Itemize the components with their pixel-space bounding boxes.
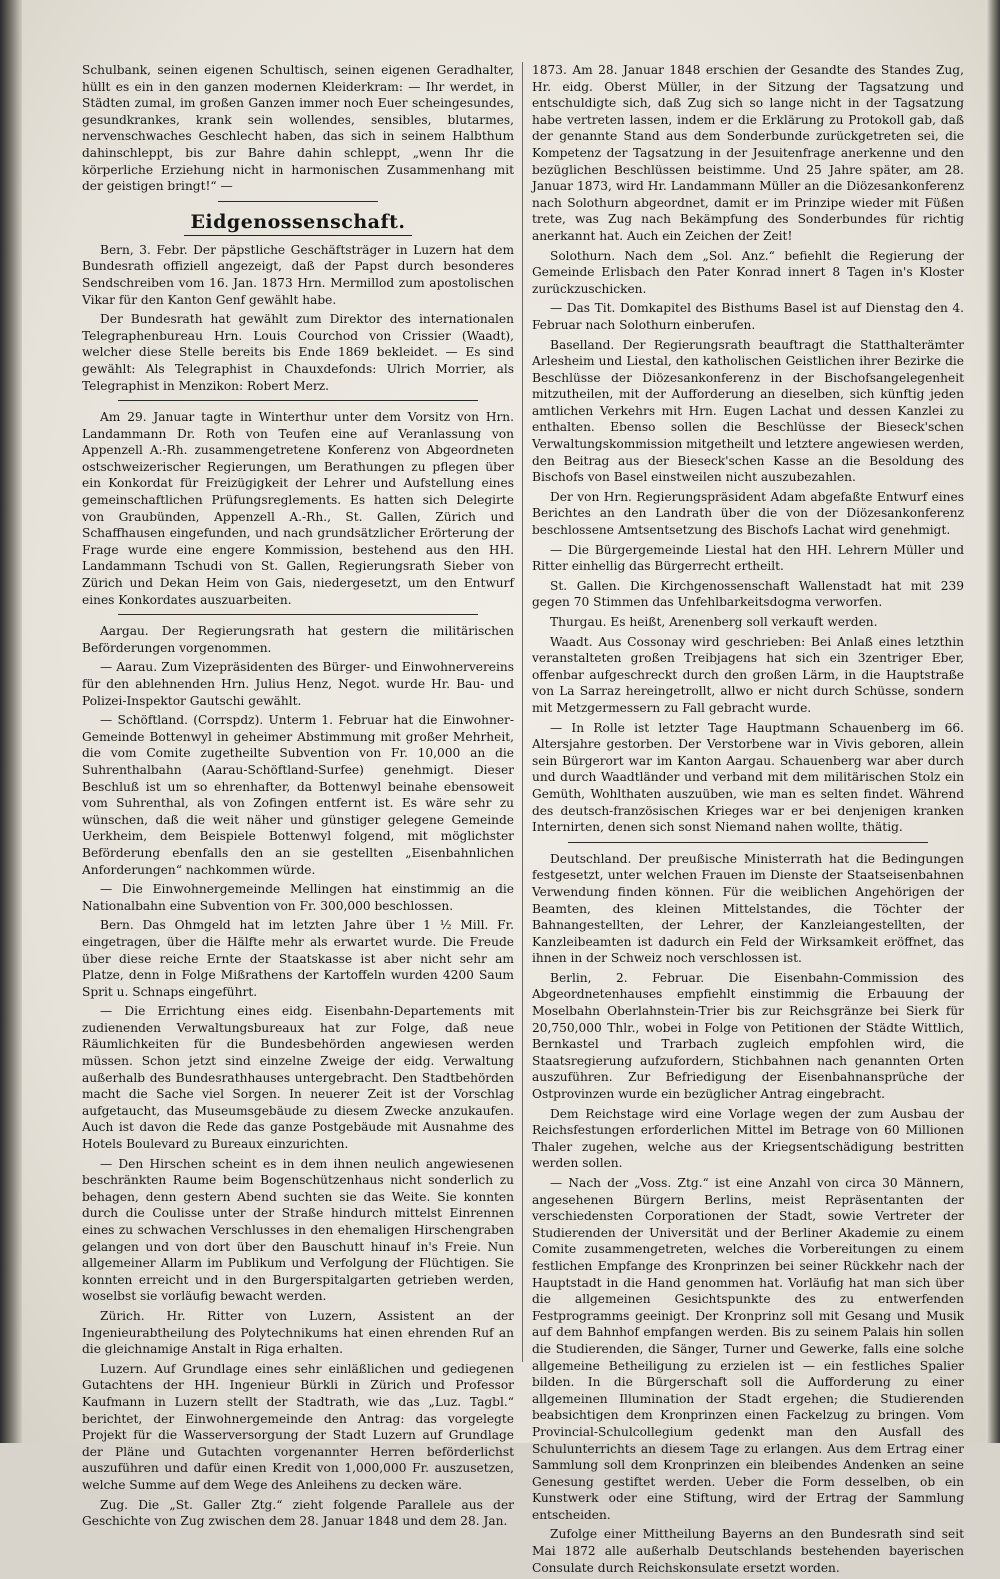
separator-rule (118, 614, 478, 615)
article-paragraph: Berlin, 2. Februar. Die Eisenbahn-Commission des Abgeordnetenhauses empfiehlt einstimmig die Erbauung der Moselbahn Oberlahnstein-Trier bis zur Reichsgränze bei Sierk für 20,750,000 Thlr., wobei in Folge von Petitionen der Städte Wittlich, Bernkastel und Trarbach zugleich empfohlen wird, die Staatsregierung aufzufordern, Stichbahnen nach genannten Orten auszuführen. Zur Befriedigung der Eisenbahnansprüche der Ostprovinzen wurde ein bezüglicher Antrag eingebracht. (532, 970, 964, 1102)
article-paragraph: Bern. Das Ohmgeld hat im letzten Jahre über 1 ½ Mill. Fr. eingetragen, über die Hälfte mehr als erwartet wurde. Die Freude über diese reiche Ernte der Staatskasse ist aber nicht sehr am Platze, denn in Folge Mißrathens der Kartoffeln wurden 4200 Saum Sprit u. Schnaps eingeführt. (82, 918, 514, 999)
article-paragraph: Deutschland. Der preußische Ministerrath hat die Bedingungen festgesetzt, unter welchen Frauen im Dienste der Staatseisenbahnen Verwendung finden können. Für die weiblichen Angehörigen der Beamten, des kleinen Mittelstandes, die Töchter der Bahnangestellten, der Lehrer, der Kanzleiangestellten, der Kanzleibeamten ist dadurch ein Feld der Wirksamkeit eröffnet, das ihnen in der Schweiz noch verschlossen ist. (532, 851, 964, 966)
article-paragraph: — Das Tit. Domkapitel des Bisthums Basel ist auf Dienstag den 4. Februar nach Solothurn einberufen. (532, 301, 964, 332)
article-paragraph: Bern, 3. Febr. Der päpstliche Geschäftsträger in Luzern hat dem Bundesrath offiziell angezeigt, daß der Papst durch besonderes Sendschreiben vom 16. Jan. 1873 Hrn. Mermillod zum apostolischen Vikar für den Kanton Genf gewählt habe. (82, 242, 514, 307)
article-paragraph: — Die Errichtung eines eidg. Eisenbahn-Departements mit zudienenden Verwaltungsbureaux hat zur Folge, daß neue Räumlichkeiten für die Bundesbehörden angewiesen werden müssen. Schon jetzt sind einzelne Zweige der eidg. Verwaltung außerhalb des Bundesrathhauses untergebracht. Den Stadtbehörden macht die Sache viel Sorgen. In neuerer Zeit ist der Vorschlag aufgetaucht, das Museumsgebäude zu diesem Zwecke anzukaufen. Auch ist davon die Rede das ganze Postgebäude mit Ausnahme des Hotels Boulevard zu Bureaux einzurichten. (82, 1004, 514, 1152)
right-column (532, 62, 964, 1579)
article-paragraph: — Die Bürgergemeinde Liestal hat den HH. Lehrern Müller und Ritter einhellig das Bürgerrecht ertheilt. (532, 542, 964, 574)
article-paragraph: Aargau. Der Regierungsrath hat gestern die militärischen Beförderungen vorgenommen. (82, 624, 514, 655)
article-paragraph: Solothurn. Nach dem „Sol. Anz.“ befiehlt die Regierung der Gemeinde Erlisbach den Pater Konrad innert 8 Tagen in's Kloster zurückzuschicken. (532, 248, 964, 296)
intro-paragraph: Schulbank, seinen eigenen Schultisch, seinen eigenen Geradhalter, hüllt es ein in den ganzen modernen Kleiderkram: — Ihr werdet, in Städten zumal, im großen Ganzen immer noch Euer scheingesundes, gesundkrankes, krank sein wollendes, sensibles, blutarmes, nervenschwaches Geschlecht haben, das sich in seinem Halbthum dahinschleppt, bis zur Bahre dahin schleppt, „wenn Ihr die körperliche Erziehung nicht in harmonischen Zusammenhang mit der geistigen bringt!“ — (82, 63, 514, 194)
article-paragraph: Am 29. Januar tagte in Winterthur unter dem Vorsitz von Hrn. Landammann Dr. Roth von Teufen eine auf Veranlassung von Appenzell A.-Rh. zusammengetretene Konferenz von Abgeordneten ostschweizerischer Regierungen, um Berathungen zu pflegen über ein Konkordat für Freizügigkeit der Lehrer und Aufstellung eines gemeinschaftlichen Prüfungsreglements. Es hatten sich Delegirte von Graubünden, Appenzell A.-Rh., St. Gallen, Zürich und Schaffhausen eingefunden, und nach grundsätzlicher Erörterung der Frage wurde eine engere Kommission, bestehend aus den HH. Landammann Tschudi von St. Gallen, Regierungsrath Sieber von Zürich und Dekan Heim von Gais, niedergesetzt, um den Entwurf eines Konkordates auszuarbeiten. (82, 410, 514, 607)
scan-edge-left (0, 0, 22, 1443)
scan-edge-right (986, 0, 1000, 1443)
separator-rule (118, 400, 478, 401)
column-divider (522, 62, 523, 1362)
article-paragraph: Waadt. Aus Cossonay wird geschrieben: Bei Anlaß eines letzthin veranstalteten großen Treibjagens hat sich ein 3zentriger Eber, offenbar aufgeschreckt durch den großen Lärm, in die Hauptstraße von La Sarraz hereingetrollt, allwo er nicht durch Schüsse, sondern mit Metzgermessern zu Fall gebracht wurde. (532, 634, 964, 715)
article-paragraph: Zug. Die „St. Galler Ztg.“ zieht folgende Parallele aus der Geschichte von Zug zwischen dem 28. Januar 1848 und dem 28. Jan. (82, 1497, 514, 1529)
article-paragraph: — Aarau. Zum Vizepräsidenten des Bürger- und Einwohnervereins für den ablehnenden Hrn. Julius Henz, Negot. wurde Hr. Bau- und Polizei-Inspektor Gautschi gewählt. (82, 660, 514, 708)
article-paragraph: Thurgau. Es heißt, Arenenberg soll verkauft werden. (550, 615, 878, 629)
article-paragraph: — Den Hirschen scheint es in dem ihnen neulich angewiesenen beschränkten Raume beim Bogenschützenhaus nicht sonderlich zu behagen, denn gestern Abend suchten sie das Weite. Sie konnten durch die Coulisse unter der Straße hindurch mittelst Einrennen eines zu schwachen Verschlusses in den ehemaligen Hirschengraben gelangen und von dort über den Bauschutt hinauf in's Freie. Nun allgemeiner Allarm im Publikum und Verfolgung der Flüchtigen. Sie konnten erreicht und in den Burgerspitalgarten getrieben werden, woselbst sie vorläufig bewacht werden. (82, 1156, 514, 1304)
section-heading-text: Eidgenossenschaft. (184, 211, 411, 236)
article-paragraph: Zufolge einer Mittheilung Bayerns an den Bundesrath sind seit Mai 1872 alle außerhalb Deutschlands bestehenden bayerischen Consulate durch Reichskonsulate ersetzt worden. (532, 1527, 964, 1575)
separator-rule (568, 842, 928, 843)
section-heading (82, 210, 514, 234)
article-paragraph: — Nach der „Voss. Ztg.“ ist eine Anzahl von circa 30 Männern, angesehenen Bürgern Berlins, meist Repräsentanten der verschiedensten Corporationen der Stadt, sowie Vertreter der Studierenden der Universität und der Berliner Akademie zu einem Comite zusammengetreten, welches die Vorbereitungen zu einem festlichen Empfange des Kronprinzen bei seiner Rückkehr nach der Hauptstadt in die Hand genommen hat. Vorläufig hat man sich über die allgemeinen Gesichtspunkte des zu entwerfenden Festprogramms geeinigt. Der Kronprinz soll mit Gesang und Musik auf dem Bahnhof empfangen werden. Bis zu seinem Palais hin sollen die Studierenden, die Sänger, Turner und Gewerke, falls eine solche allgemeine Betheiligung zu erzielen ist — ein festliches Spalier bilden. In die Bürgerschaft soll die Aufforderung zu einer allgemeinen Illumination der Stadt ergehen; die Studierenden beabsichtigen dem Kronprinzen einen Fackelzug zu bringen. Vom Provincial-Schulcollegium gedenkt man den Ausfall des Schulunterrichts an diesem Tage zu erlangen. Aus dem Ertrag einer Sammlung soll dem Kronprinzen ein bleibendes Andenken an seine Genesung gestiftet werden. Ueber die Form desselben, ob ein Kunstwerk oder eine Stiftung, wird der Ertrag der Sammlung entscheiden. (532, 1176, 964, 1522)
article-paragraph: St. Gallen. Die Kirchgenossenschaft Wallenstadt hat mit 239 gegen 70 Stimmen das Unfehlbarkeitsdogma verworfen. (532, 578, 964, 610)
article-paragraph: — In Rolle ist letzter Tage Hauptmann Schauenberg im 66. Altersjahre gestorben. Der Verstorbene war in Vivis geboren, allein sein Bürgerort war im Kanton Aargau. Schauenberg war aber durch und durch Waadtländer und verband mit dem militärischen Stolz ein Gemüth, Wohlthaten auszuüben, wie man es selten findet. Während des deutsch-französischen Krieges war er bei denjenigen kranken Internirten, denen sich sonst Niemand nahen wollte, thätig. (532, 720, 964, 835)
article-paragraph: Der Bundesrath hat gewählt zum Direktor des internationalen Telegraphenbureau Hrn. Louis Courchod von Crissier (Waadt), welcher diese Stelle bereits bis Ende 1869 bekleidet. — Es sind gewählt: Als Telegraphist in Chauxdefonds: Ulrich Morrier, als Telegraphist in Menzikon: Robert Merz. (82, 312, 514, 393)
article-paragraph: — Die Einwohnergemeinde Mellingen hat einstimmig an die Nationalbahn eine Subvention von Fr. 300,000 beschlossen. (82, 882, 514, 913)
left-column (82, 62, 514, 1533)
separator-rule (218, 201, 378, 202)
article-paragraph: Luzern. Auf Grundlage eines sehr einläßlichen und gediegenen Gutachtens der HH. Ingenieur Bürkli in Zürich und Professor Kaufmann in Luzern stellt der Stadtrath, wie das „Luz. Tagbl.“ berichtet, der Einwohnergemeinde den Antrag: das vorgelegte Projekt für die Wasserversorgung der Stadt Luzern auf Grundlage der Pläne und Gutachten vorgenannter Herren beförderlichst auszuführen und dafür einen Kredit von 1,000,000 Fr. auszusetzen, welche Summe auf dem Wege des Anleihens zu decken wäre. (82, 1361, 514, 1492)
article-paragraph: — Schöftland. (Corrspdz). Unterm 1. Februar hat die Einwohner-Gemeinde Bottenwyl in geheimer Abstimmung mit großer Mehrheit, die vom Comite zugetheilte Subvention von Fr. 10,000 an die Suhrenthalbahn (Aarau-Schöftland-Surfee) genehmigt. Dieser Beschluß ist um so ehrenhafter, da Bottenwyl beinahe ebensoweit vom Suhrenthal, als von Zofingen entfernt ist. Es wäre sehr zu wünschen, daß die weit näher und günstiger gelegene Gemeinde Uerkheim, dem Beispiele Bottenwyl folgend, mit möglichster Beförderung ebenfalls den an sie gestellten „Eisenbahnlichen Anforderungen“ nachkommen würde. (82, 713, 514, 877)
article-paragraph: 1873. Am 28. Januar 1848 erschien der Gesandte des Standes Zug, Hr. eidg. Oberst Müller, in der Sitzung der Tagsatzung und entschuldigte sich, daß Zug sich so lange nicht in der Tagsatzung habe vertreten lassen, indem er die Erklärung zu Protokoll gab, daß der genannte Stand aus dem Sonderbunde zurückgetreten sei, die Kompetenz der Tagsatzung in der Jesuitenfrage anerkenne und den bezüglichen Beschlüssen beistimme. Und 25 Jahre später, am 28. Januar 1873, wird Hr. Landammann Müller an die Diözesankonferenz nach Solothurn abgeordnet, damit er im Prinzipe wieder mit Füßen trete, was Zug nach Bekämpfung des Sonderbundes für richtig anerkannt hat. Auch ein Zeichen der Zeit! (532, 63, 964, 243)
article-paragraph: Baselland. Der Regierungsrath beauftragt die Statthalterämter Arlesheim und Liestal, den katholischen Geistlichen ihrer Bezirke die Beschlüsse der Diözesankonferenz in der Bischofsangelegenheit mitzutheilen, mit der Aufforderung an dieselben, sich künftig jeden amtlichen Verkehrs mit Hrn. Eugen Lachat und dessen Kanzlei zu enthalten. Ebenso sollen die Beschlüsse der Bieseck'schen Verwaltungskommission mitgetheilt und letztere angewiesen werden, den Beitrag aus der Bieseck'schen Kasse an die Besoldung des Bischofs von Basel einstweilen nicht auszubezahlen. (532, 337, 964, 485)
article-paragraph: Der von Hrn. Regierungspräsident Adam abgefaßte Entwurf eines Berichtes an den Landrath über die von der Diözesankonferenz beschlossene Amtsentsetzung des Bischofs Lachat wird genehmigt. (532, 489, 964, 538)
article-paragraph: Dem Reichstage wird eine Vorlage wegen der zum Ausbau der Reichsfestungen erforderlichen Mittel im Betrage von 60 Millionen Thaler zugehen, welche aus der Kriegsentschädigung bestritten werden sollen. (532, 1106, 964, 1171)
article-paragraph: Zürich. Hr. Ritter von Luzern, Assistent an der Ingenieurabtheilung des Polytechnikums hat einen ehrenden Ruf an die gleichnamige Anstalt in Riga erhalten. (82, 1308, 514, 1357)
